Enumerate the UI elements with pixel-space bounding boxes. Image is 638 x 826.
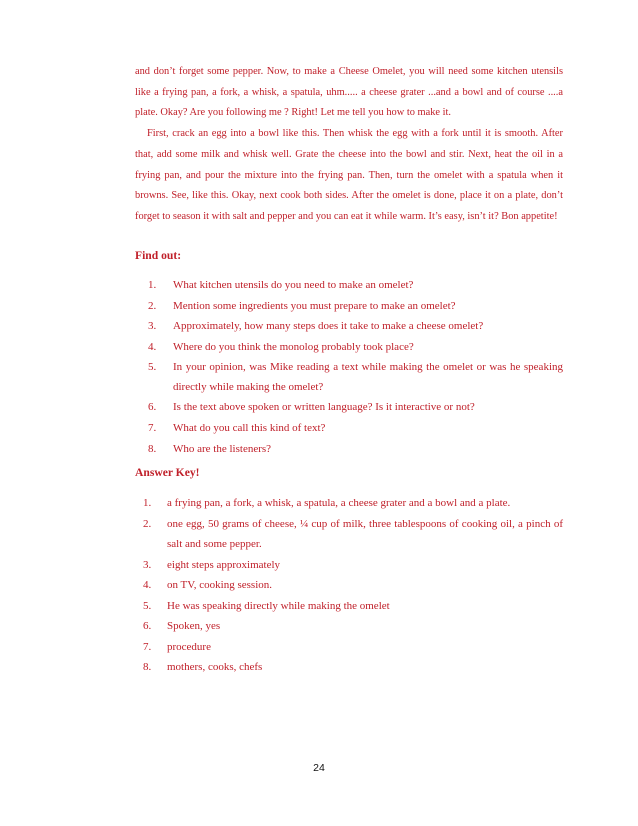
question-text: Where do you think the monolog probably took place? — [173, 340, 414, 353]
answer-text: procedure — [167, 640, 211, 653]
answer-text: eight steps approximately — [167, 558, 281, 571]
question-text: What kitchen utensils do you need to make an omelet? — [173, 279, 414, 291]
page-number: 24 — [313, 762, 325, 774]
item-number: 2. — [143, 517, 152, 530]
item-number: 7. — [143, 640, 152, 653]
list-item — [143, 398, 563, 417]
item-number: 7. — [148, 421, 157, 434]
list-item — [143, 338, 563, 357]
answer-key-list — [143, 493, 563, 678]
answer-text: one egg, 50 grams of cheese, ¼ cup of milk, three tablespoons of cooking oil, a pinch of salt and some pepper. — [167, 517, 563, 550]
item-number: 5. — [143, 599, 152, 612]
answer-key-heading: Answer Key! — [135, 466, 200, 479]
find-out-heading: Find out: — [135, 249, 182, 262]
list-item — [143, 317, 563, 336]
list-item — [143, 514, 563, 555]
list-item — [143, 596, 563, 617]
question-text: Mention some ingredients you must prepare to make an omelet? — [173, 299, 456, 312]
answer-text: He was speaking directly while making the omelet — [167, 599, 390, 612]
monolog-paragraph-2: First, crack an egg into a bowl like this. Then whisk the egg with a fork until it is smooth. After that, add some milk and whisk well. Grate the cheese into the bowl and stir. Next, heat the oil in a frying pan, and pour the mixture into the frying pan. Then, turn the omelet with a spatula when it browns. See, like this. Okay, next cook both sides. After the omelet is done, place it on a plate, don’t forget to season it with salt and pepper and you can eat it while warm. It’s easy, isn’t it? Bon appetite! — [135, 128, 563, 222]
question-text: Approximately, how many steps does it take to make a cheese omelet? — [173, 320, 484, 333]
monolog-text — [135, 62, 563, 228]
item-number: 3. — [143, 558, 152, 571]
list-item — [143, 297, 563, 316]
monolog-paragraph-1: and don’t forget some pepper. Now, to make a Cheese Omelet, you will need some kitchen utensils like a frying pan, a fork, a whisk, a spatula, uhm..... a cheese grater ...and a bowl and of course ....a plate. Okay? Are you following me ? Right! Let me tell you how to make it. — [135, 66, 563, 119]
list-item — [143, 555, 563, 576]
list-item — [143, 575, 563, 596]
item-number: 5. — [148, 361, 157, 374]
question-text: What do you call this kind of text? — [173, 421, 326, 434]
question-text: Is the text above spoken or written language? Is it interactive or not? — [173, 401, 475, 414]
item-number: 6. — [143, 620, 152, 632]
list-item — [143, 358, 563, 397]
list-item — [143, 616, 563, 637]
item-number: 3. — [148, 320, 157, 333]
list-item — [143, 657, 563, 678]
find-out-list — [143, 276, 563, 460]
item-number: 6. — [148, 401, 157, 414]
list-item — [143, 419, 563, 438]
question-text: Who are the listeners? — [173, 442, 272, 455]
question-text: In your opinion, was Mike reading a text while making the omelet or was he speaking directly while making the omelet? — [173, 361, 563, 393]
answer-text: a frying pan, a fork, a whisk, a spatula, a cheese grater and a bowl and a plate. — [167, 497, 511, 509]
item-number: 4. — [143, 579, 152, 591]
list-item — [143, 440, 563, 459]
item-number: 1. — [148, 279, 157, 291]
answer-text: Spoken, yes — [167, 620, 221, 632]
item-number: 8. — [148, 442, 157, 455]
item-number: 8. — [143, 661, 152, 673]
item-number: 4. — [148, 340, 157, 353]
answer-text: mothers, cooks, chefs — [167, 661, 263, 673]
list-item — [143, 493, 563, 514]
item-number: 2. — [148, 299, 157, 312]
list-item — [143, 637, 563, 658]
list-item — [143, 276, 563, 295]
answer-text: on TV, cooking session. — [167, 579, 273, 591]
item-number: 1. — [143, 497, 152, 509]
